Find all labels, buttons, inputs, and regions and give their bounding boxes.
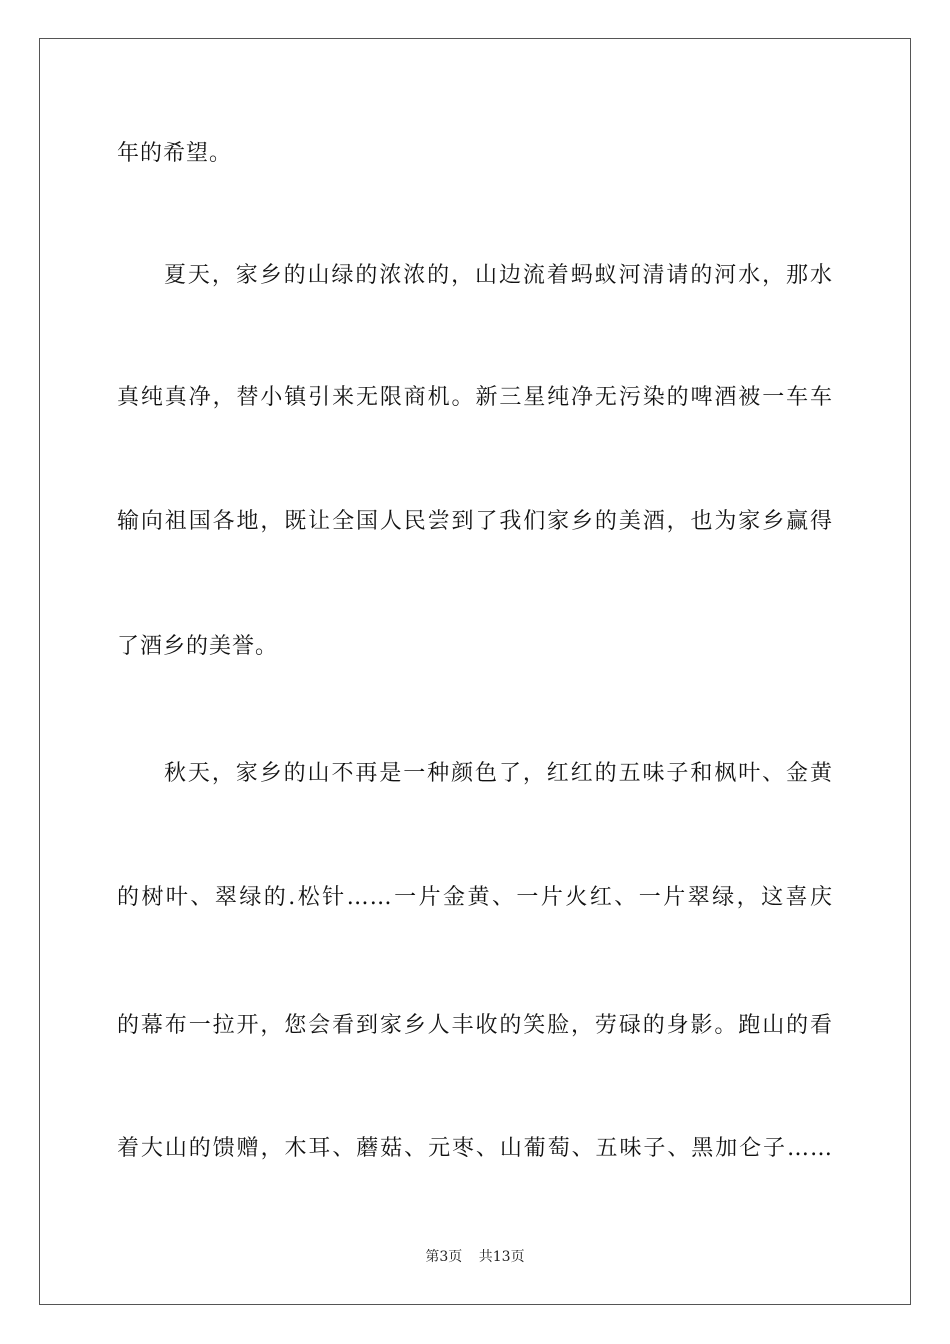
text-line-4: 输向祖国各地，既让全国人民尝到了我们家乡的美酒，也为家乡赢得 <box>117 509 833 534</box>
text-line-9: 着大山的馈赠，木耳、蘑菇、元枣、山葡萄、五味子、黑加仑子…… <box>117 1136 833 1161</box>
text-line-3: 真纯真净，替小镇引来无限商机。新三星纯净无污染的啤酒被一车车 <box>117 385 833 410</box>
text-line-1: 年的希望。 <box>117 141 233 166</box>
page-number-current: 第3页 <box>425 1249 463 1265</box>
text-line-8: 的幕布一拉开，您会看到家乡人丰收的笑脸，劳碌的身影。跑山的看 <box>117 1013 833 1038</box>
text-line-5: 了酒乡的美誉。 <box>117 634 279 659</box>
page-footer <box>0 1248 950 1266</box>
text-line-7: 的树叶、翠绿的.松针……一片金黄、一片火红、一片翠绿，这喜庆 <box>117 885 833 910</box>
page-border <box>39 38 911 1305</box>
text-line-2: 夏天，家乡的山绿的浓浓的，山边流着蚂蚁河清请的河水，那水 <box>164 263 833 288</box>
page-number-total: 共13页 <box>478 1249 525 1265</box>
text-line-6: 秋天，家乡的山不再是一种颜色了，红红的五味子和枫叶、金黄 <box>164 761 833 786</box>
